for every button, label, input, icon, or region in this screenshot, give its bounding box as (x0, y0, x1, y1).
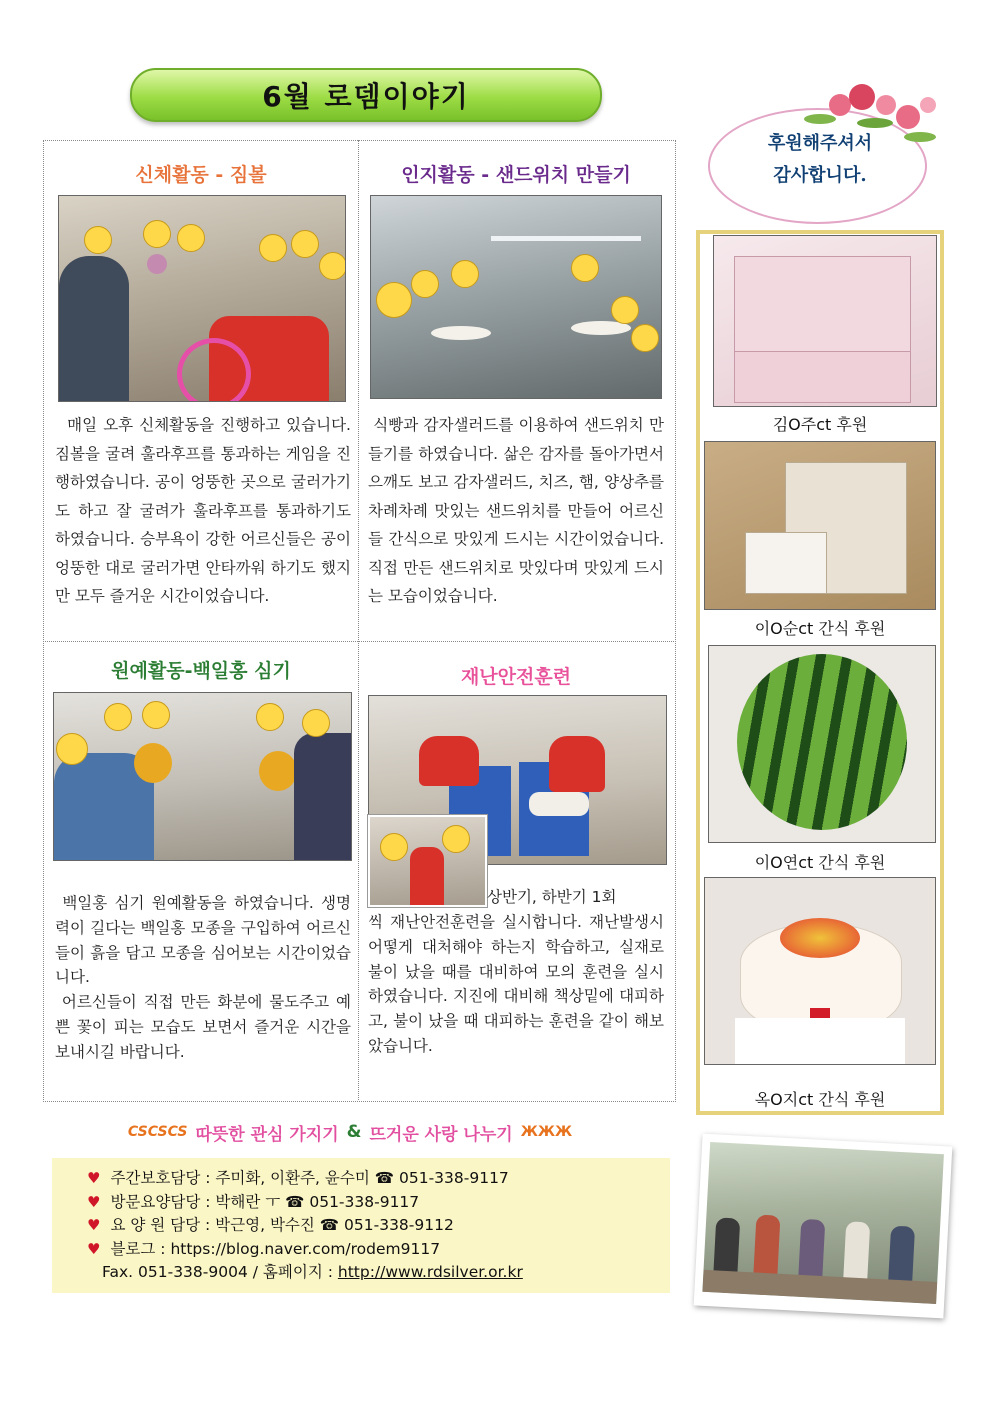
heart-icon: ♥ (87, 1169, 101, 1187)
panel-title-safety: 재난안전훈련 (460, 666, 572, 688)
flower-pot (259, 751, 297, 791)
panel-text-physical: 매일 오후 신체활동을 진행하고 있습니다. 짐볼을 굴려 훌라후프를 통과하는 게임을 진행하였습니다. 공이 엉뚱한 곳으로 굴러가기도 하고 잘 굴려가 훌라후프를 통과하기도 하였습니다. 승부욕이 강한 어르신들은 공이 엉뚱한 대로 굴러가면 안타까워 하기도 했지만 모두 즐거운 시간이었습니다. (55, 416, 356, 605)
slogan-part-2: 뜨거운 사랑 나누기 (369, 1124, 513, 1145)
thanks-line-1: 후원해주셔서 (767, 133, 873, 154)
person-red-trainer (549, 736, 605, 792)
photo-gymball-activity (58, 195, 346, 402)
cake-box (735, 1018, 905, 1064)
snack-bag (745, 532, 827, 594)
contact-line-blog: ♥ 블로그 : https://blog.naver.com/rodem9117 (87, 1239, 441, 1258)
photo-sandwich-activity (370, 195, 662, 399)
person-dark-jacket (294, 733, 351, 860)
slogan-banner (60, 1115, 640, 1149)
thanks-message (735, 128, 905, 192)
panel-text-gardening: 백일홍 심기 원예활동을 하였습니다. 생명력이 길다는 백일홍 모종을 구입하여 어르신들이 흙을 담고 모종을 심어보는 시간이었습니다. 어르신들이 직접 만든 화분에 물도주고 예쁜 꽃이 피는 모습도 보면서 즐거운 시간을 보내시길 바랍니다. (55, 894, 351, 1061)
homepage-link[interactable]: http://www.rdsilver.or.kr (337, 1263, 523, 1281)
page-title-text: 6월 로뎀이야기 (262, 80, 470, 113)
donor-photo-snack-bags (704, 441, 936, 610)
contact-line-daycare: ♥ 주간보호담당 : 주미화, 이환주, 윤수미 ☎ 051-338-9117 (87, 1169, 509, 1187)
grid-divider-vertical (358, 140, 359, 1100)
person-red-trainer (419, 736, 479, 786)
panel-text-safety: 씩 재난안전훈련을 실시합니다. 재난발생시 어떻게 대처해야 하는지 학습하고, 실재로 불이 났을 때를 대비하여 모의 훈련을 실시하였습니다. 지진에 대비해 책상밑에 대피하고, 불이 났을 때 대피하는 훈련을 같이 해보았습니다. (368, 913, 669, 1055)
cake-fruit-topping (780, 918, 860, 958)
contact-line-homecare: ♥ 방문요양담당 : 박해란 ㅜ ☎ 051-338-9117 (87, 1192, 420, 1211)
panel-title-cognitive: 인지활동 - 샌드위치 만들기 (401, 164, 631, 186)
donor-caption-3: 이O연ct 간식 후원 (754, 853, 886, 872)
panel-title-gardening: 원예활동-백일홍 심기 (111, 660, 291, 682)
donor-photo-watermelon (708, 645, 936, 843)
photo-evacuation-drill (368, 815, 487, 907)
donor-photo-cake (704, 877, 936, 1065)
group-exercise-image (702, 1142, 944, 1304)
flower-pot (134, 743, 172, 783)
donor-caption-2: 이O순ct 간식 후원 (754, 619, 886, 638)
page-title (130, 68, 602, 122)
slogan-right-ornament: ЖЖЖ (520, 1124, 573, 1140)
window-frame (491, 236, 641, 241)
group-exercise-photo (694, 1134, 953, 1319)
grid-divider-horizontal (43, 641, 674, 642)
gift-box (734, 351, 911, 403)
slogan-part-1: 따뜻한 관심 가지기 (195, 1124, 339, 1145)
thanks-line-2: 감사합니다. (773, 165, 867, 186)
photo-gardening-activity (53, 692, 352, 861)
panel-text-safety-lead: 상반기, 하반기 1회 (487, 888, 617, 906)
heart-icon: ♥ (87, 1239, 101, 1258)
heart-icon: ♥ (87, 1216, 101, 1234)
panel-title-physical: 신체활동 - 짐볼 (135, 164, 267, 186)
watermelon (737, 654, 907, 830)
donor-caption-1: 김O주ct 후원 (772, 415, 868, 434)
donor-photo-gift-boxes (713, 235, 937, 407)
donor-caption-4: 옥O지ct 간식 후원 (754, 1090, 886, 1109)
contact-line-nursing: ♥ 요 양 원 담당 : 박근영, 박수진 ☎ 051-338-9112 (87, 1216, 454, 1234)
gift-box (734, 256, 911, 358)
slogan-left-ornament: CSCSCS (127, 1124, 188, 1140)
contact-info-box (52, 1158, 670, 1293)
person-red-trainer (410, 847, 444, 905)
panel-text-cognitive: 식빵과 감자샐러드를 이용하여 샌드위치 만들기를 하였습니다. 삶은 감자를 돌아가면서 으깨도 보고 감자샐러드, 치즈, 햄, 양상추를 차례차례 맛있는 샌드위치를 만들어 어르신들 간식으로 맛있게 드시는 시간이었습니다. 직접 만든 샌드위치로 맛있다며 맛있게 드시는 모습이었습니다. (368, 416, 669, 605)
person-lying (529, 792, 589, 816)
slogan-ampersand: & (346, 1122, 362, 1142)
plate (431, 326, 491, 340)
hula-hoop (177, 338, 251, 402)
person-foreground (59, 256, 129, 401)
gym-ball (147, 254, 167, 274)
heart-icon: ♥ (87, 1192, 101, 1211)
contact-line-fax: Fax. 051-338-9004 / 홈페이지 : http://www.rdsilver.or.kr (102, 1263, 523, 1281)
